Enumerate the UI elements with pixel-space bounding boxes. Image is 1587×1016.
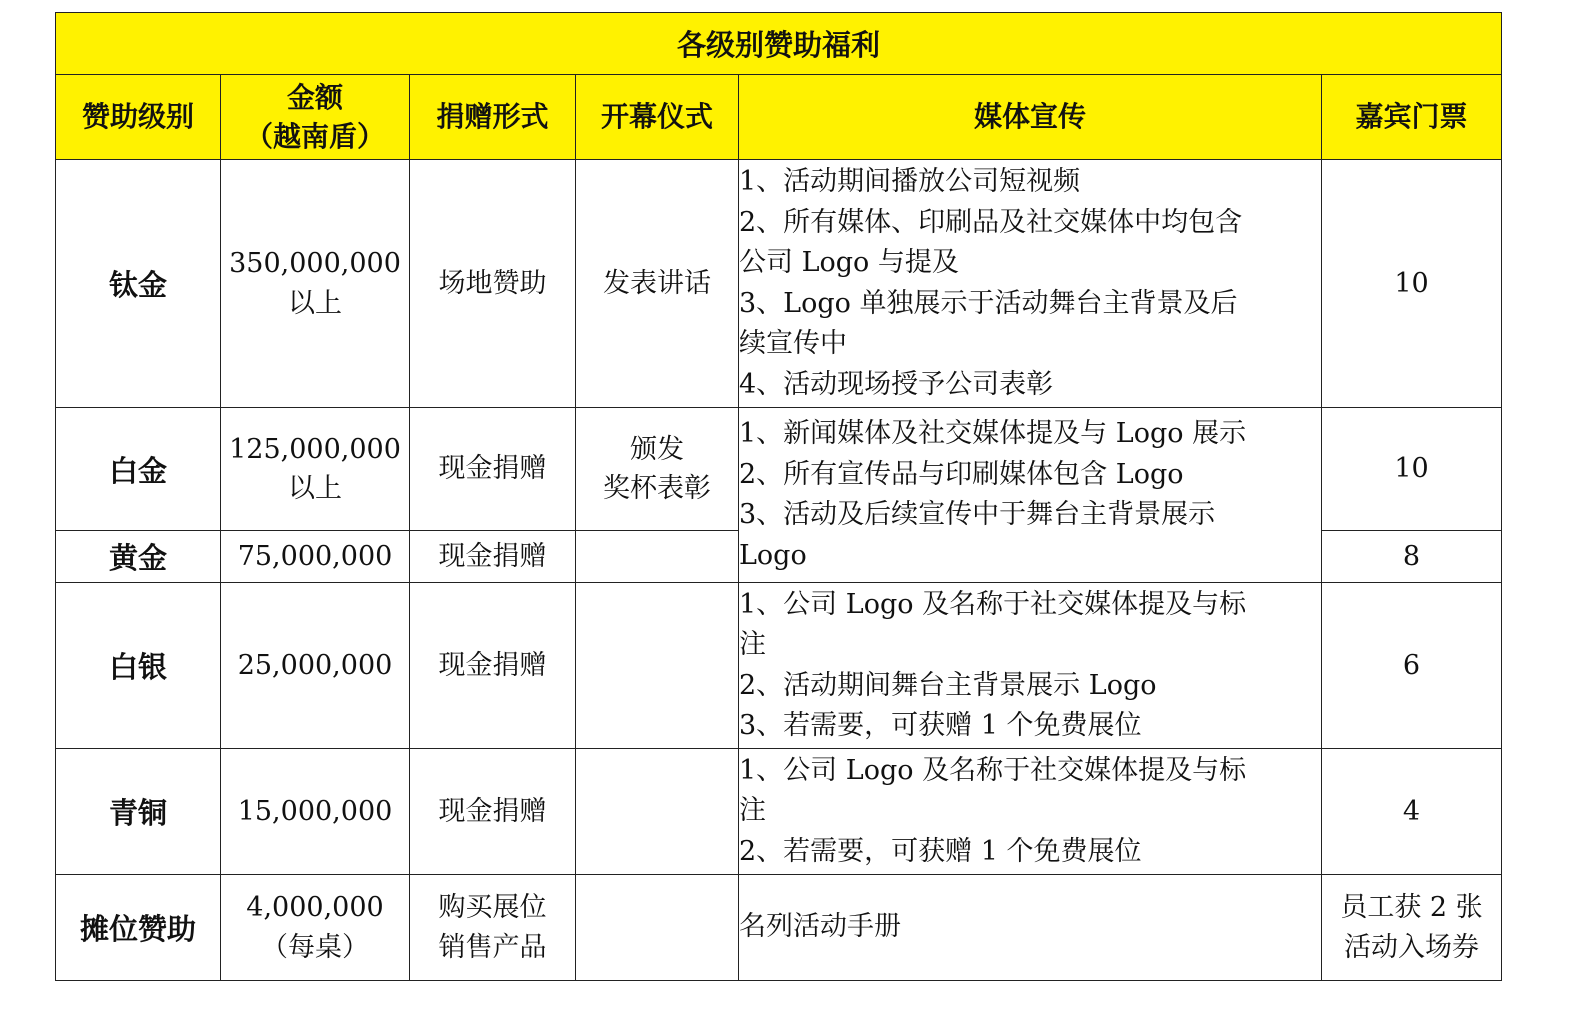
header-amount-line2: （越南盾）: [244, 120, 385, 153]
amount-cell: [221, 749, 410, 875]
amount-line: 4,000,000: [246, 892, 384, 924]
tickets-line: 8: [1402, 540, 1421, 572]
header-donation: 捐赠形式: [410, 75, 576, 160]
amount-line: 以上: [288, 473, 342, 504]
media-cell: [739, 408, 1322, 583]
tickets-line: 10: [1394, 267, 1429, 299]
media-line: 名列活动手册: [739, 911, 901, 943]
amount-line: 75,000,000: [237, 540, 393, 572]
tickets-line: 员工获 2 张: [1340, 892, 1483, 924]
tickets-line: 6: [1402, 649, 1421, 681]
donation-cell: [410, 875, 576, 981]
amount-cell: [221, 875, 410, 981]
table-row: [56, 160, 1502, 408]
media-line: 1、公司 Logo 及名称于社交媒体提及与标: [739, 754, 1247, 786]
header-media: 媒体宣传: [739, 75, 1322, 160]
media-line: 注: [739, 795, 766, 827]
media-line: 4、活动现场授予公司表彰: [739, 368, 1054, 400]
media-line: 3、若需要，可获赠 1 个免费展位: [739, 710, 1142, 741]
ceremony-cell: [576, 749, 739, 875]
donation-cell: [410, 160, 576, 408]
tickets-cell: [1322, 583, 1502, 749]
ceremony-cell: [576, 531, 739, 583]
level-cell: 黄金: [56, 531, 221, 583]
amount-line: 25,000,000: [237, 649, 393, 681]
media-line: 公司 Logo 与提及: [739, 247, 959, 278]
level-cell: 白银: [56, 583, 221, 749]
header-amount-line1: 金额: [286, 80, 343, 114]
level-cell: 摊位赞助: [56, 875, 221, 981]
ceremony-cell: [576, 408, 739, 531]
tickets-cell: [1322, 875, 1502, 981]
media-line: 2、若需要，可获赠 1 个免费展位: [739, 835, 1142, 867]
tickets-cell: [1322, 408, 1502, 531]
donation-line: 现金捐赠: [438, 453, 547, 485]
media-line: 续宣传中: [739, 328, 847, 359]
donation-line: 现金捐赠: [438, 649, 547, 681]
level-cell: 白金: [56, 408, 221, 531]
donation-cell: [410, 531, 576, 583]
amount-line: （每桌）: [261, 931, 369, 963]
amount-line: 125,000,000: [229, 433, 401, 465]
amount-line: 350,000,000: [229, 248, 401, 280]
amount-line: 15,000,000: [237, 795, 393, 827]
media-cell: [739, 583, 1322, 749]
amount-cell: [221, 160, 410, 408]
ceremony-cell: [576, 583, 739, 749]
ceremony-line: 奖杯表彰: [603, 473, 711, 504]
tickets-line: 4: [1402, 795, 1421, 827]
tickets-line: 活动入场券: [1344, 931, 1479, 963]
donation-line: 场地赞助: [438, 267, 547, 299]
media-line: 注: [739, 629, 766, 660]
sponsorship-table: [55, 12, 1502, 981]
donation-line: 现金捐赠: [438, 540, 547, 572]
media-line: 2、活动期间舞台主背景展示 Logo: [739, 669, 1157, 701]
tickets-cell: [1322, 160, 1502, 408]
donation-line: 现金捐赠: [438, 795, 547, 827]
media-line: 1、活动期间播放公司短视频: [739, 166, 1081, 197]
media-cell: [739, 749, 1322, 875]
table-row: [56, 875, 1502, 981]
header-row: [56, 75, 1502, 160]
level-cell: 青铜: [56, 749, 221, 875]
media-line: 3、活动及后续宣传中于舞台主背景展示: [739, 499, 1216, 530]
donation-line: 购买展位: [438, 892, 547, 924]
amount-cell: [221, 408, 410, 531]
media-line: 2、所有媒体、印刷品及社交媒体中均包含: [739, 206, 1243, 238]
header-ceremony: 开幕仪式: [576, 75, 739, 160]
media-line: 1、公司 Logo 及名称于社交媒体提及与标: [739, 588, 1247, 620]
media-line: 2、所有宣传品与印刷媒体包含 Logo: [739, 458, 1184, 490]
table-row: [56, 749, 1502, 875]
media-cell: [739, 160, 1322, 408]
media-cell: [739, 875, 1322, 981]
donation-cell: [410, 583, 576, 749]
header-tickets: 嘉宾门票: [1322, 75, 1502, 160]
media-line: 1、新闻媒体及社交媒体提及与 Logo 展示: [739, 418, 1247, 449]
header-level: 赞助级别: [56, 75, 221, 160]
tickets-cell: [1322, 531, 1502, 583]
tickets-line: 10: [1394, 453, 1429, 485]
ceremony-cell: [576, 875, 739, 981]
table-row: [56, 408, 1502, 531]
amount-cell: [221, 531, 410, 583]
level-cell: 钛金: [56, 160, 221, 408]
amount-cell: [221, 583, 410, 749]
ceremony-cell: [576, 160, 739, 408]
media-line: Logo: [739, 539, 807, 571]
table-title: 各级别赞助福利: [56, 13, 1502, 75]
media-line: 3、Logo 单独展示于活动舞台主背景及后: [739, 287, 1238, 319]
donation-cell: [410, 408, 576, 531]
tickets-cell: [1322, 749, 1502, 875]
ceremony-line: 颁发: [630, 433, 684, 465]
donation-cell: [410, 749, 576, 875]
table-row: [56, 583, 1502, 749]
donation-line: 销售产品: [438, 931, 547, 963]
ceremony-line: 发表讲话: [603, 267, 711, 299]
header-amount: [221, 75, 410, 160]
amount-line: 以上: [288, 287, 342, 319]
